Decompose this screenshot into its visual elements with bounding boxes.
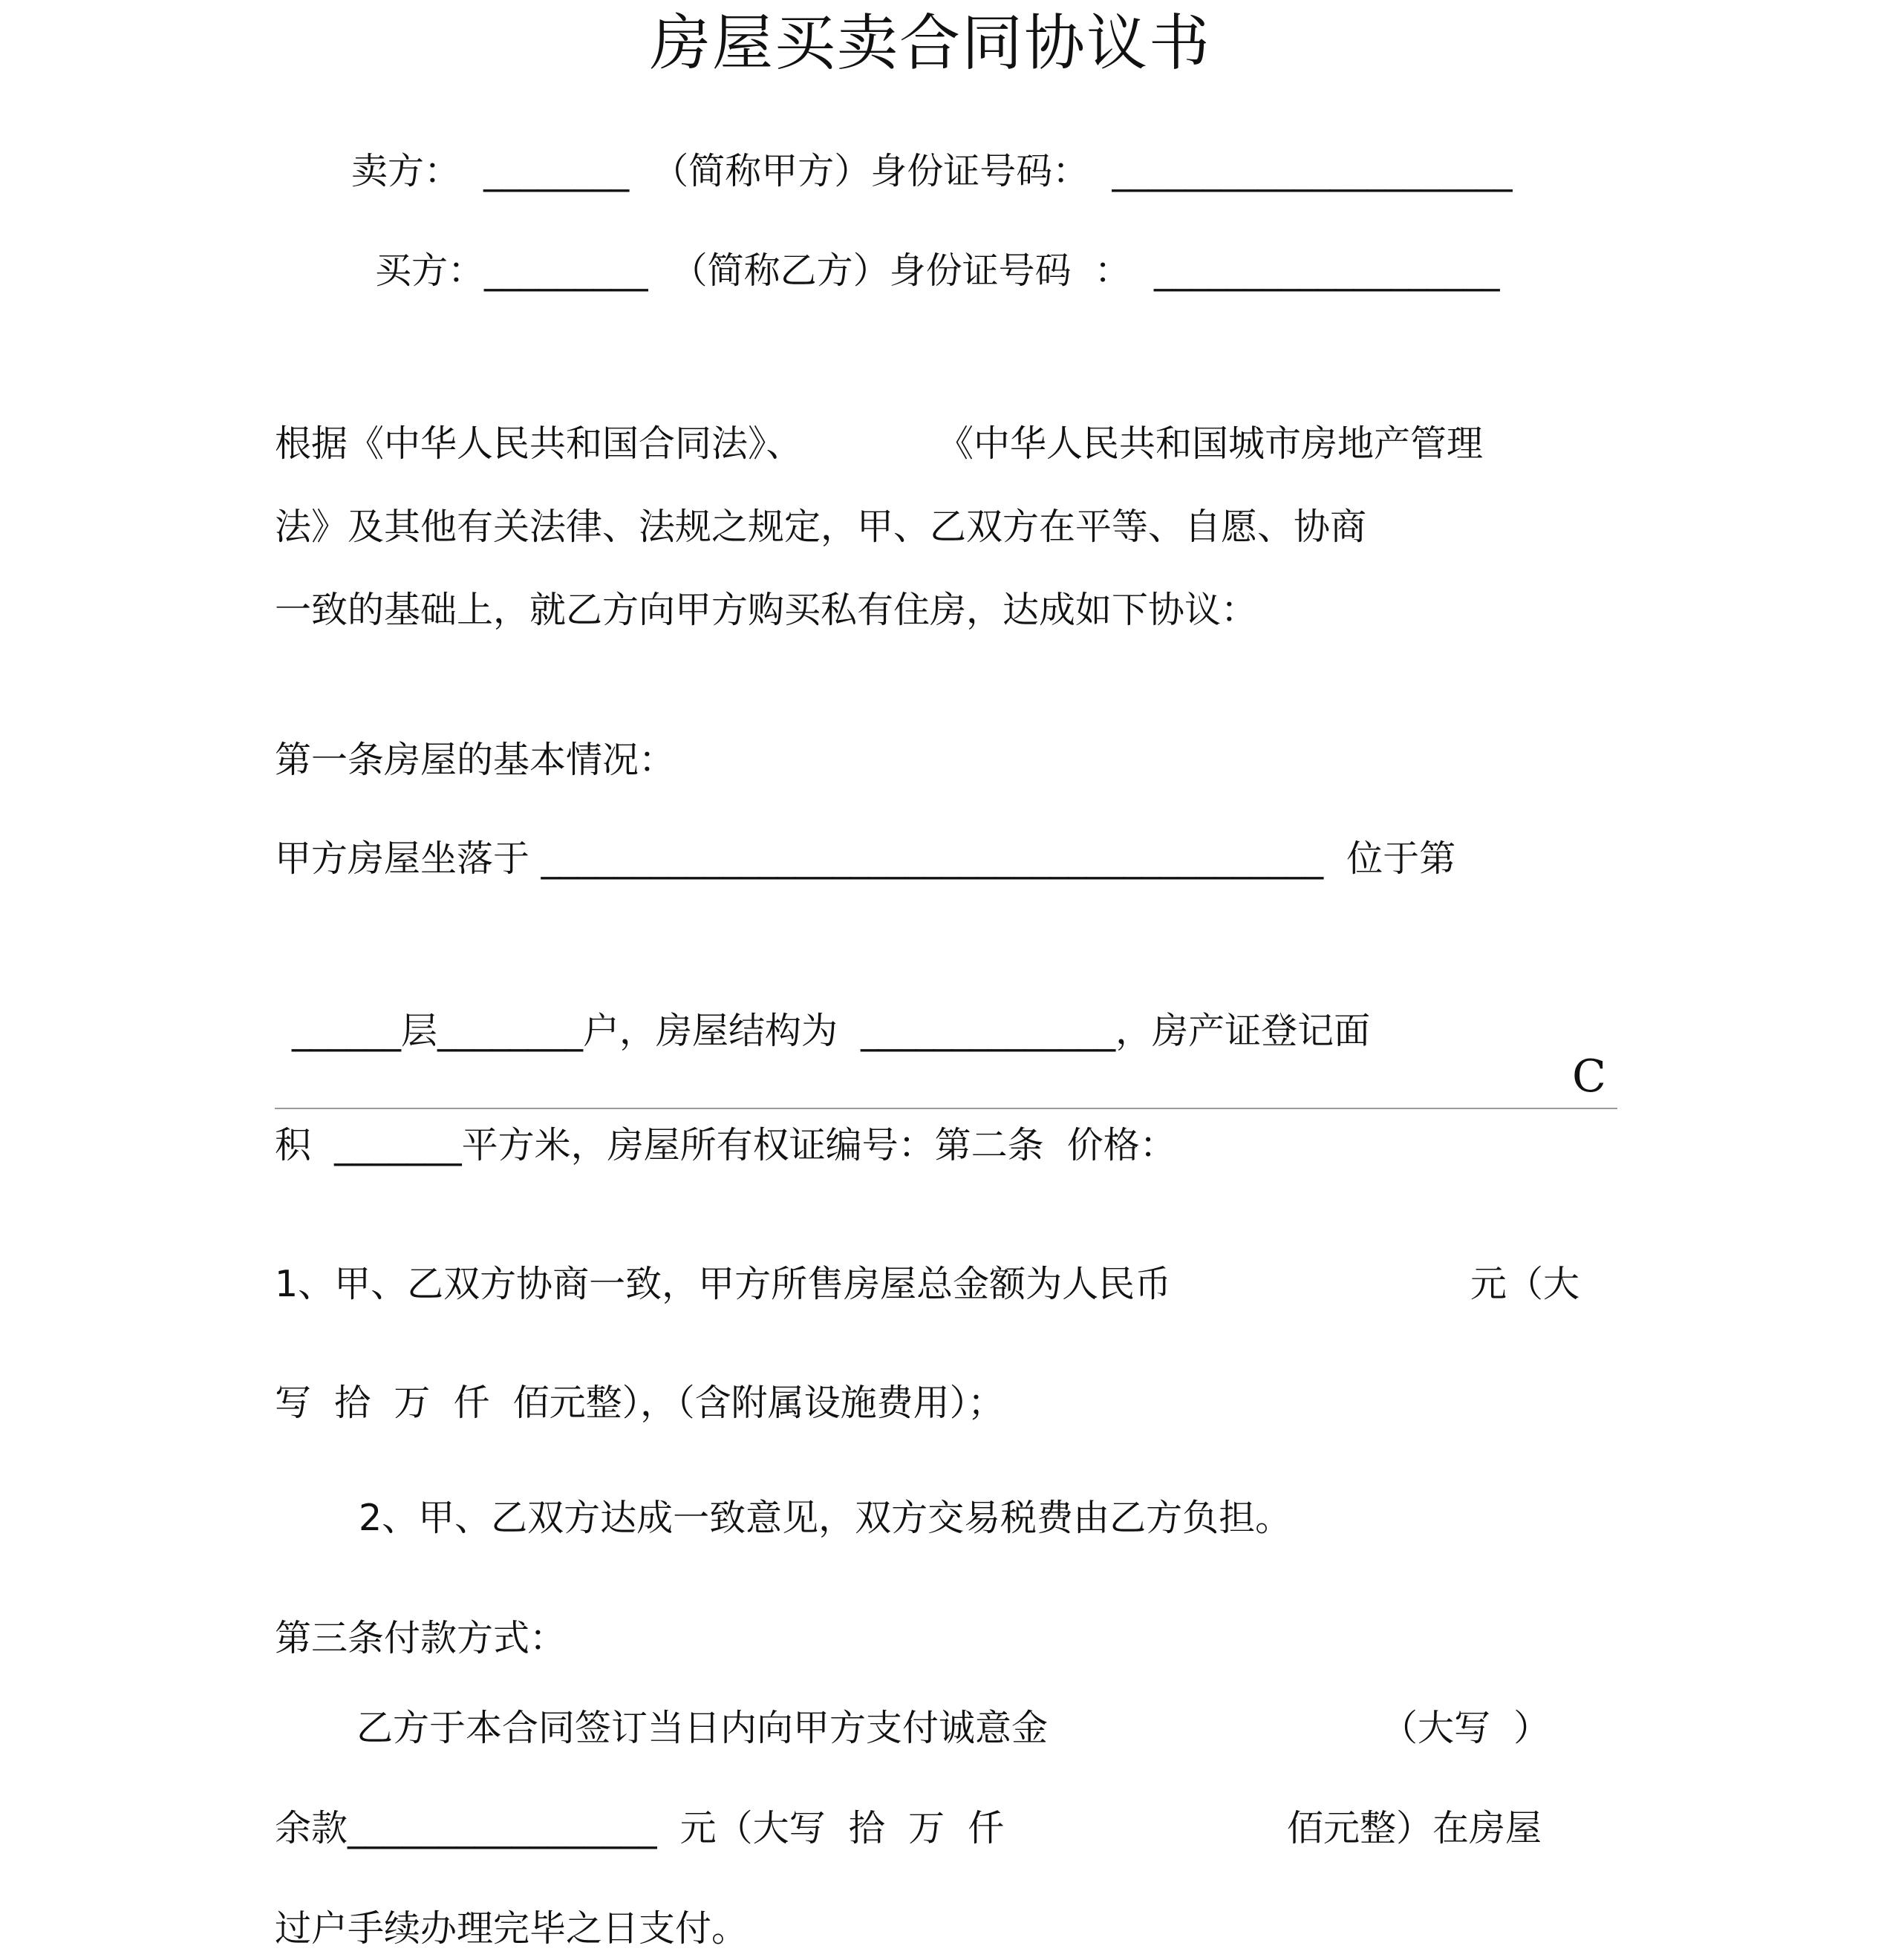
article-1-area: 积 _______平方米，房屋所有权证编号：第二条 价格： (275, 1124, 1176, 1166)
buyer-line: 买方：_________ （简称乙方）身份证号码 ： ___________________ (375, 249, 1500, 292)
intro-line-1a: 根据《中华人民共和国合同法》、 (275, 422, 803, 465)
payment-line-2b: 佰元整）在房屋 (1287, 1807, 1542, 1849)
payment-line-2a: 余款_________________ 元（大写 拾 万 仟 (275, 1807, 1005, 1849)
intro-line-2: 法》及其他有关法律、法规之规定，甲、乙双方在平等、自愿、协商 (275, 506, 1367, 548)
document-title: 房屋买卖合同协议书 (650, 8, 1212, 79)
price-clause-1a: 1、甲、乙双方协商一致，甲方所售房屋总金额为人民币 (275, 1263, 1172, 1305)
article-1-title: 第一条房屋的基本情况： (275, 739, 676, 781)
intro-line-3: 一致的基础上，就乙方向甲方购买私有住房，达成如下协议： (275, 589, 1258, 631)
article-1-location: 甲方房屋坐落于 ___________________________________________ 位于第 (275, 837, 1456, 880)
payment-line-1b: （大写 ） (1381, 1707, 1551, 1749)
price-clause-2: 2、甲、乙双方达成一致意见，双方交易税费由乙方负担。 (359, 1497, 1292, 1539)
margin-mark: C (1572, 1051, 1606, 1102)
article-3-title: 第三条付款方式： (275, 1617, 567, 1659)
payment-line-1a: 乙方于本合同签订当日内向甲方支付诚意金 (356, 1707, 1049, 1749)
payment-line-3: 过户手续办理完毕之日支付。 (275, 1907, 749, 1950)
seller-line: 卖方： ________ （简称甲方）身份证号码： ______________________ (351, 150, 1513, 192)
price-clause-1b: 元（大 (1470, 1263, 1580, 1305)
article-1-floor: ______层________户，房屋结构为 ______________，房产证登记面 (292, 1010, 1371, 1052)
intro-line-1b: 《中华人民共和国城市房地产管理 (937, 422, 1484, 465)
horizontal-rule (275, 1108, 1617, 1109)
price-clause-1c: 写 拾 万 仟 佰元整），（含附属设施费用）； (275, 1382, 1005, 1424)
